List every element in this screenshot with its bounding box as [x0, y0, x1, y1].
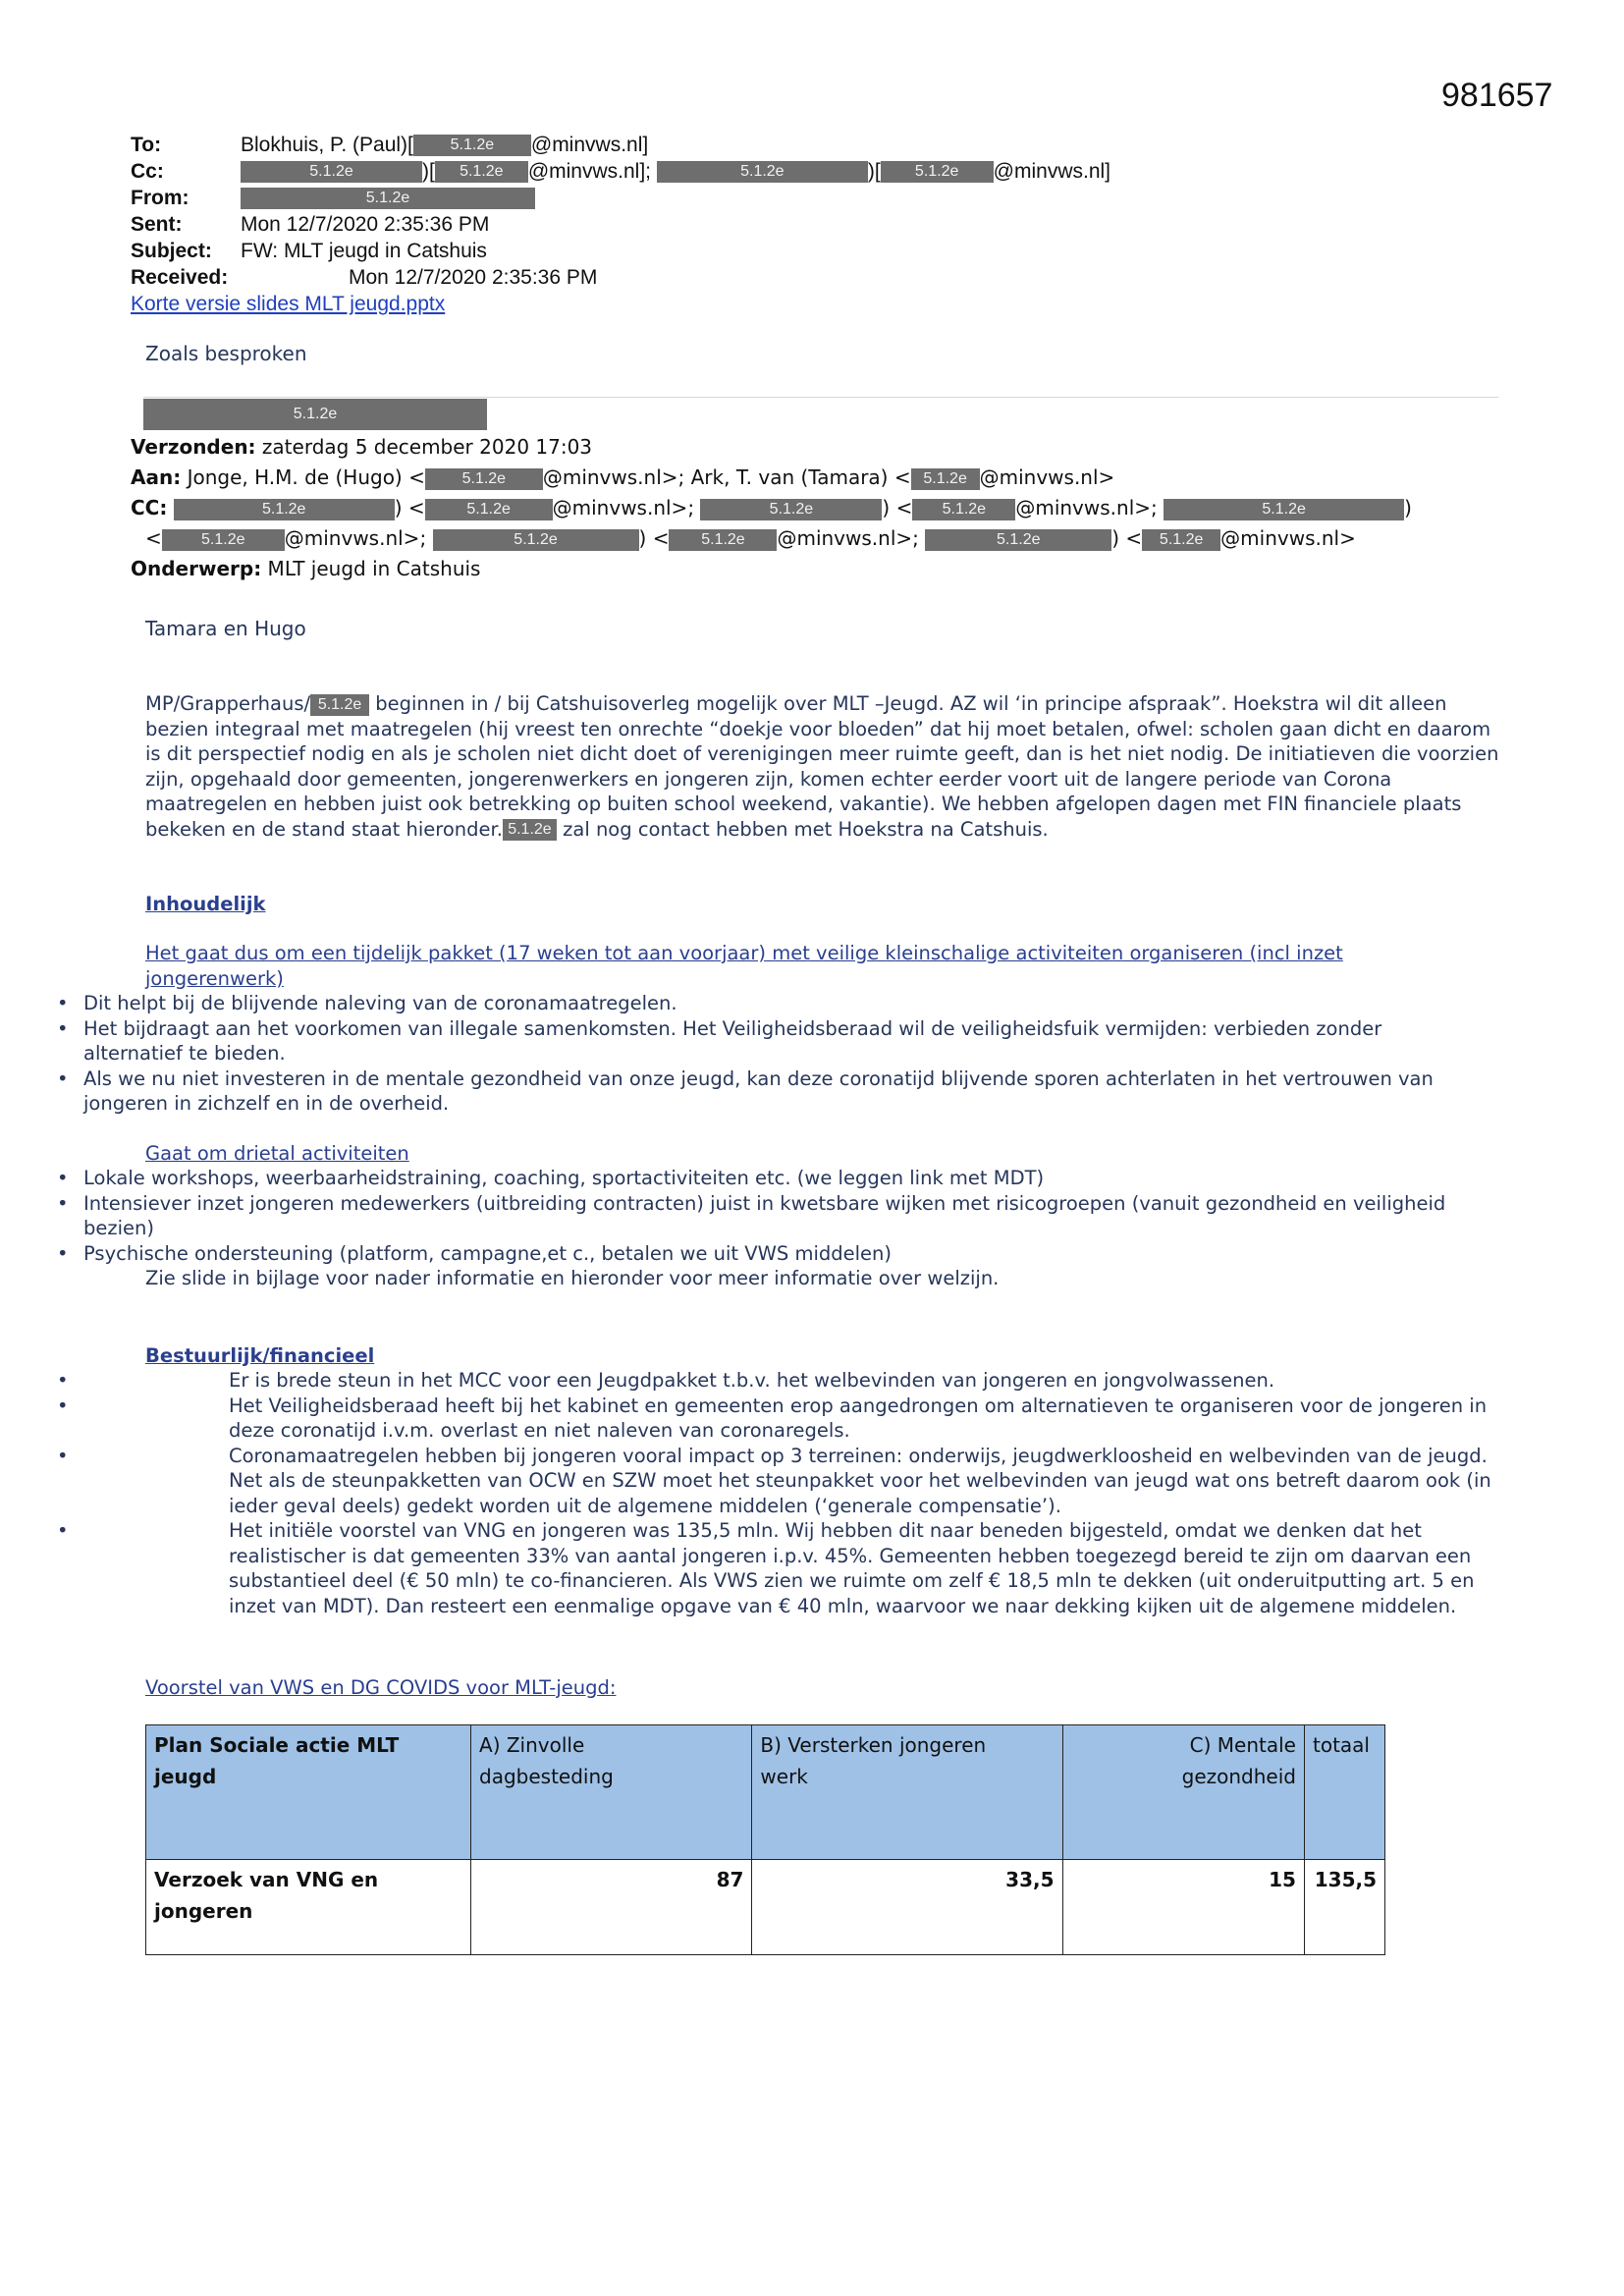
redaction-box: 5.1.2e: [881, 161, 994, 183]
proposal-title: Voorstel van VWS en DG COVIDS voor MLT-jeugd:: [145, 1676, 617, 1699]
plan-table: [145, 1724, 1385, 1955]
list-item: • Er is brede steun in het MCC voor een Jeugdpakket t.b.v. het welbevinden van jongeren en jongvolwassenen.: [0, 1368, 1502, 1394]
intro-text: Zoals besproken: [145, 342, 307, 365]
section-lead-2: Gaat om drietal activiteiten: [145, 1141, 409, 1165]
document-number: 981657: [1441, 77, 1553, 114]
table-row: [146, 1860, 1385, 1955]
forward-to-label: Aan:: [131, 465, 182, 489]
paragraph-text: MP/Grapperhaus/: [145, 692, 311, 715]
table-header-cell: Plan Sociale actie MLT jeugd: [146, 1725, 471, 1860]
forward-cc-text: @minvws.nl>;: [284, 526, 427, 550]
forward-cc-text: @minvws.nl>: [1220, 526, 1356, 550]
forward-to-text: @minvws.nl>; Ark, T. van (Tamara) <: [542, 465, 911, 489]
forward-cc-text: @minvws.nl>;: [552, 496, 695, 519]
list-item: • Het Veiligheidsberaad heeft bij het kabinet en gemeenten erop aangedrongen om alternatieven te organiseren voor de jongeren in deze coronatijd i.v.m. overlast en niet naleven van coronaregels.: [0, 1394, 1502, 1444]
to-suffix: @minvws.nl]: [530, 134, 649, 156]
redaction-box: 5.1.2e: [425, 499, 553, 520]
forward-cc-text: ) <: [882, 496, 913, 519]
bullet-list: [0, 1368, 1502, 1618]
received-label: Received:: [131, 266, 229, 289]
redaction-box: 5.1.2e: [413, 135, 531, 156]
redaction-box: 5.1.2e: [669, 529, 777, 551]
forward-subject-label: Onderwerp:: [131, 557, 262, 580]
forward-cc-label: CC:: [131, 496, 168, 519]
cc-mid: @minvws.nl];: [527, 160, 651, 183]
subject-value: FW: MLT jeugd in Catshuis: [241, 240, 487, 262]
redaction-box: 5.1.2e: [1142, 529, 1220, 551]
redaction-box: 5.1.2e: [1164, 499, 1404, 520]
forward-to: [131, 463, 1114, 493]
list-item: • Psychische ondersteuning (platform, campagne,et c., betalen we uit VWS middelen): [0, 1241, 1471, 1267]
redaction-box: 5.1.2e: [241, 188, 535, 209]
section-title-bestuurlijk: Bestuurlijk/financieel: [145, 1344, 375, 1367]
table-cell-c: 15: [1062, 1860, 1304, 1955]
bullet-list: [0, 991, 1471, 1117]
forward-to-text: Jonge, H.M. de (Hugo) <: [181, 465, 425, 489]
redaction-box: 5.1.2e: [241, 161, 422, 183]
received-value: Mon 12/7/2020 2:35:36 PM: [349, 266, 598, 289]
list-item: • Het bijdraagt aan het voorkomen van illegale samenkomsten. Het Veiligheidsberaad wil de veiligheidsfuik vermijden: verbieden zonder alternatief te bieden.: [0, 1016, 1471, 1066]
table-cell-b: 33,5: [752, 1860, 1062, 1955]
redaction-box: 5.1.2e: [925, 529, 1111, 551]
header-sent: [131, 211, 489, 238]
forward-cc-text: ) <: [1111, 526, 1143, 550]
redaction-box: 5.1.2e: [174, 499, 395, 520]
section-lead: Het gaat dus om een tijdelijk pakket (17 weken tot aan voorjaar) met veilige kleinschalige activiteiten organiseren (incl inzet jongerenwerk): [145, 942, 1343, 990]
cc-end: @minvws.nl]: [993, 160, 1111, 183]
table-cell-total: 135,5: [1304, 1860, 1384, 1955]
table-header-cell: A) Zinvolle dagbesteding: [471, 1725, 752, 1860]
forward-sender: [143, 399, 487, 430]
table-cell-a: 87: [471, 1860, 752, 1955]
header-to: [131, 132, 648, 158]
table-header-row: [146, 1725, 1385, 1860]
forward-sent-label: Verzonden:: [131, 435, 256, 459]
forward-cc: [131, 493, 1412, 523]
redaction-box: 5.1.2e: [700, 499, 882, 520]
forward-sent: [131, 432, 592, 463]
attachment-link[interactable]: Korte versie slides MLT jeugd.pptx: [131, 293, 446, 315]
forward-cc-2: [131, 523, 1356, 554]
from-label: From:: [131, 187, 189, 209]
table-header-cell: B) Versterken jongeren werk: [752, 1725, 1062, 1860]
redaction-box: 5.1.2e: [310, 694, 369, 716]
salutation: Tamara en Hugo: [145, 617, 306, 640]
section-closing: Zie slide in bijlage voor nader informatie en hieronder voor meer informatie over welzijn.: [145, 1267, 1000, 1289]
to-value: Blokhuis, P. (Paul)[: [241, 134, 413, 156]
redaction-box: 5.1.2e: [503, 819, 557, 841]
section-inhoudelijk: [83, 941, 1471, 1291]
paragraph-1: [145, 691, 1500, 842]
subject-label: Subject:: [131, 240, 212, 262]
table-header-cell: C) Mentale gezondheid: [1062, 1725, 1304, 1860]
section-title-inhoudelijk: Inhoudelijk: [145, 893, 266, 915]
forward-cc-text: <: [145, 526, 162, 550]
section-bestuurlijk: [0, 1368, 1502, 1618]
table-row-label: Verzoek van VNG en jongeren: [146, 1860, 471, 1955]
attachment-row: [131, 291, 445, 317]
list-item: • Coronamaatregelen hebben bij jongeren vooral impact op 3 terreinen: onderwijs, jeugdwerkloosheid en welbevinden van de jeugd. Net als de steunpakketten van OCW en SZW moet het steunpakket voor het welbevinden van jeugd wat ons betreft daarom ook (in ieder geval deels) gedekt worden uit de algemene middelen (‘generale compensatie’).: [0, 1444, 1502, 1519]
redaction-box: 5.1.2e: [433, 529, 639, 551]
bullet-list: [0, 1166, 1471, 1266]
redaction-box: 5.1.2e: [912, 499, 1015, 520]
list-item: • Als we nu niet investeren in de mentale gezondheid van onze jeugd, kan deze coronatijd blijvende sporen achterlaten in het vertrouwen van jongeren in zichzelf en in de overheid.: [0, 1066, 1471, 1117]
sent-value: Mon 12/7/2020 2:35:36 PM: [241, 213, 490, 236]
list-item: • Dit helpt bij de blijvende naleving van de coronamaatregelen.: [0, 991, 1471, 1016]
forward-subject: [131, 554, 480, 584]
redaction-box: 5.1.2e: [425, 468, 543, 490]
paragraph-text: zal nog contact hebben met Hoekstra na Catshuis.: [556, 817, 1049, 841]
forward-cc-text: ): [1404, 496, 1412, 519]
redaction-box: 5.1.2e: [435, 161, 528, 183]
header-subject: [131, 238, 487, 264]
cc-label: Cc:: [131, 160, 164, 183]
forward-cc-text: @minvws.nl>;: [777, 526, 919, 550]
to-label: To:: [131, 134, 162, 156]
cc-separator: )[: [422, 160, 435, 183]
forward-subject-value: MLT jeugd in Catshuis: [261, 557, 481, 580]
list-item: • Het initiële voorstel van VNG en jongeren was 135,5 mln. Wij hebben dit naar beneden bijgesteld, omdat we denken dat het realistischer is dat gemeenten 33% van aantal jongeren i.p.v. 45%. Gemeenten hebben toegezegd bereid te zijn om daarvan een substantieel deel (€ 50 mln) te co-financieren. Als VWS zien we ruimte om zelf € 18,5 mln te dekken (uit onderuitputting art. 5 en inzet van MDT). Dan resteert een eenmalige opgave van € 40 mln, waarvoor we naar dekking kijken uit de algemene middelen.: [0, 1518, 1502, 1618]
header-cc: [131, 158, 1110, 185]
forward-cc-text: ) <: [394, 496, 425, 519]
header-received: [131, 264, 597, 291]
redaction-box: 5.1.2e: [162, 529, 285, 551]
list-item: • Lokale workshops, weerbaarheidstraining, coaching, sportactiviteiten etc. (we leggen link met MDT): [0, 1166, 1471, 1191]
list-item: • Intensiever inzet jongeren medewerkers (uitbreiding contracten) juist in kwetsbare wijken met risicogroepen (vanuit gezondheid en veiligheid bezien): [0, 1191, 1471, 1241]
cc-separator: )[: [867, 160, 881, 183]
redaction-box: 5.1.2e: [657, 161, 868, 183]
paragraph-text: beginnen in / bij Catshuisoverleg mogelijk over MLT –Jeugd. AZ wil ‘in principe afspraak”. Hoekstra wil dit alleen bezien integraal met maatregelen (hij vreest ten onrechte “doekje voor bloeden” dat hij moet betalen, ofwel: scholen gaan dicht en daarom is dit perspectief nodig en als je scholen niet dicht doet of verenigingen meer ruimte geeft, dan is het niet nodig. De initiatieven die voorzien zijn, opgehaald door gemeenten, jongerenwerkers en jongeren zijn, komen echter eerder voort uit de langere periode van Corona maatregelen en hebben juist ook betrekking op buiten school weekend, vakantie). We hebben afgelopen dagen met FIN financiele plaats bekeken en de stand staat hieronder.: [145, 692, 1499, 841]
forward-cc-text: @minvws.nl>;: [1015, 496, 1158, 519]
redaction-box: 5.1.2e: [143, 399, 487, 430]
divider: [143, 397, 1498, 398]
header-from: [131, 185, 535, 211]
redaction-box: 5.1.2e: [911, 468, 980, 490]
forward-to-text: @minvws.nl>: [979, 465, 1115, 489]
forward-cc-text: ) <: [638, 526, 670, 550]
sent-label: Sent:: [131, 213, 183, 236]
forward-sent-value: zaterdag 5 december 2020 17:03: [255, 435, 593, 459]
table-header-cell: totaal: [1304, 1725, 1384, 1860]
